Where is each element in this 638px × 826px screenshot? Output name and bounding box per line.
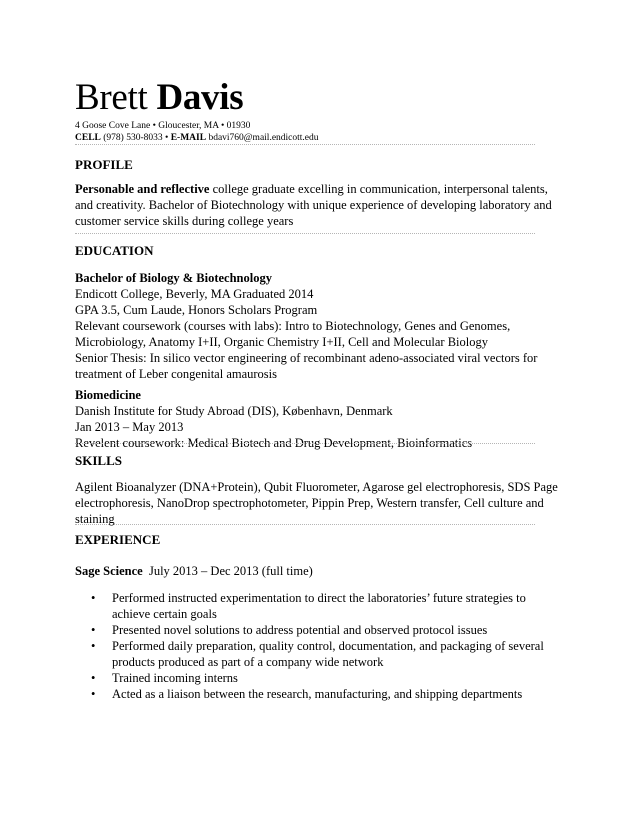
experience-bullets: [91, 590, 544, 702]
list-item: [91, 622, 541, 638]
profile-line-3: customer service skills during college years: [75, 214, 294, 228]
degree-2-dates: Jan 2013 – May 2013: [75, 420, 184, 434]
experience-heading: EXPERIENCE: [75, 532, 161, 547]
skills-text: [75, 479, 558, 527]
profile-lead: Personable and reflective: [75, 182, 210, 196]
degree-1-coursework-1: Relevant coursework (courses with labs): Intro to Biotechnology, Genes and Genomes,: [75, 319, 511, 333]
bullet-icon: •: [91, 639, 96, 653]
bullet-text-line-2: products produced as part of a company wide network: [112, 655, 384, 669]
divider: [75, 443, 535, 444]
bullet-text-line-1: Acted as a liaison between the research, manufacturing, and shipping departments: [112, 687, 523, 701]
profile-line-1: [75, 181, 550, 197]
list-item: [91, 638, 544, 670]
education-heading: EDUCATION: [75, 243, 154, 258]
degree-2-school: Danish Institute for Study Abroad (DIS), København, Denmark: [75, 404, 393, 418]
job-line: [75, 563, 550, 579]
bullet-icon: •: [91, 623, 96, 637]
education-degree-1: [75, 270, 550, 382]
address-line: 4 Goose Cove Lane • Gloucester, MA • 01930: [75, 121, 251, 131]
profile-text: [75, 181, 550, 229]
skills-line-1: Agilent Bioanalyzer (DNA+Protein), Qubit Fluorometer, Agarose gel electrophoresis, SDS Page: [75, 480, 558, 494]
education-degree-2: [75, 387, 550, 451]
email-value: bdavi760@mail.endicott.edu: [208, 133, 319, 143]
candidate-name: [75, 78, 243, 118]
bullet-text-line-1: Performed daily preparation, quality control, documentation, and packaging of several: [112, 639, 544, 653]
bullet-icon: •: [91, 687, 96, 701]
bullet-text-line-1: Presented novel solutions to address potential and observed protocol issues: [112, 623, 488, 637]
cell-label: CELL: [75, 133, 101, 143]
list-item: [91, 686, 541, 702]
first-name: Brett: [75, 77, 148, 118]
degree-1-thesis-2: treatment of Leber congenital amaurosis: [75, 367, 278, 381]
skills-line-2: electrophoresis, NanoDrop spectrophotometer, Pippin Prep, Western transfer, Cell culture and: [75, 496, 544, 510]
profile-line-1-rest: college graduate excelling in communication, interpersonal talents,: [209, 182, 548, 196]
divider: [75, 144, 535, 145]
company-name: Sage Science: [75, 564, 143, 578]
profile-heading: PROFILE: [75, 157, 133, 172]
list-item: [91, 590, 541, 622]
degree-1-thesis-1: Senior Thesis: In silico vector engineering of recombinant adeno-associated viral vectors for: [75, 351, 538, 365]
skills-heading: SKILLS: [75, 453, 122, 468]
divider: [75, 233, 535, 234]
degree-1-title: Bachelor of Biology & Biotechnology: [75, 271, 272, 285]
degree-2-coursework: Revelent coursework: Medical Biotech and Drug Development, Bioinformatics: [75, 436, 473, 450]
skills-line-3: staining: [75, 512, 115, 526]
list-item: [91, 670, 541, 686]
last-name: Davis: [156, 77, 244, 118]
degree-2-title: Biomedicine: [75, 388, 141, 402]
experience-job-header: [75, 563, 550, 579]
bullet-text-line-1: Performed instructed experimentation to direct the laboratories’ future strategies to: [112, 591, 526, 605]
contact-line: [75, 132, 535, 144]
bullet-text-line-2: achieve certain goals: [112, 607, 217, 621]
job-period: July 2013 – Dec 2013 (full time): [148, 564, 313, 578]
email-label: E-MAIL: [170, 133, 207, 143]
degree-1-school: Endicott College, Beverly, MA Graduated 2014: [75, 287, 314, 301]
bullet-icon: •: [91, 671, 96, 685]
degree-1-gpa: GPA 3.5, Cum Laude, Honors Scholars Program: [75, 303, 318, 317]
bullet-icon: •: [91, 591, 96, 605]
bullet-text-line-1: Trained incoming interns: [112, 671, 238, 685]
profile-line-2: and creativity. Bachelor of Biotechnology with unique experience of developing laboratory and: [75, 198, 552, 212]
cell-value: (978) 530-8033 •: [103, 133, 169, 143]
degree-1-coursework-2: Microbiology, Anatomy I+II, Organic Chemistry I+II, Cell and Molecular Biology: [75, 335, 488, 349]
divider: [75, 524, 535, 525]
